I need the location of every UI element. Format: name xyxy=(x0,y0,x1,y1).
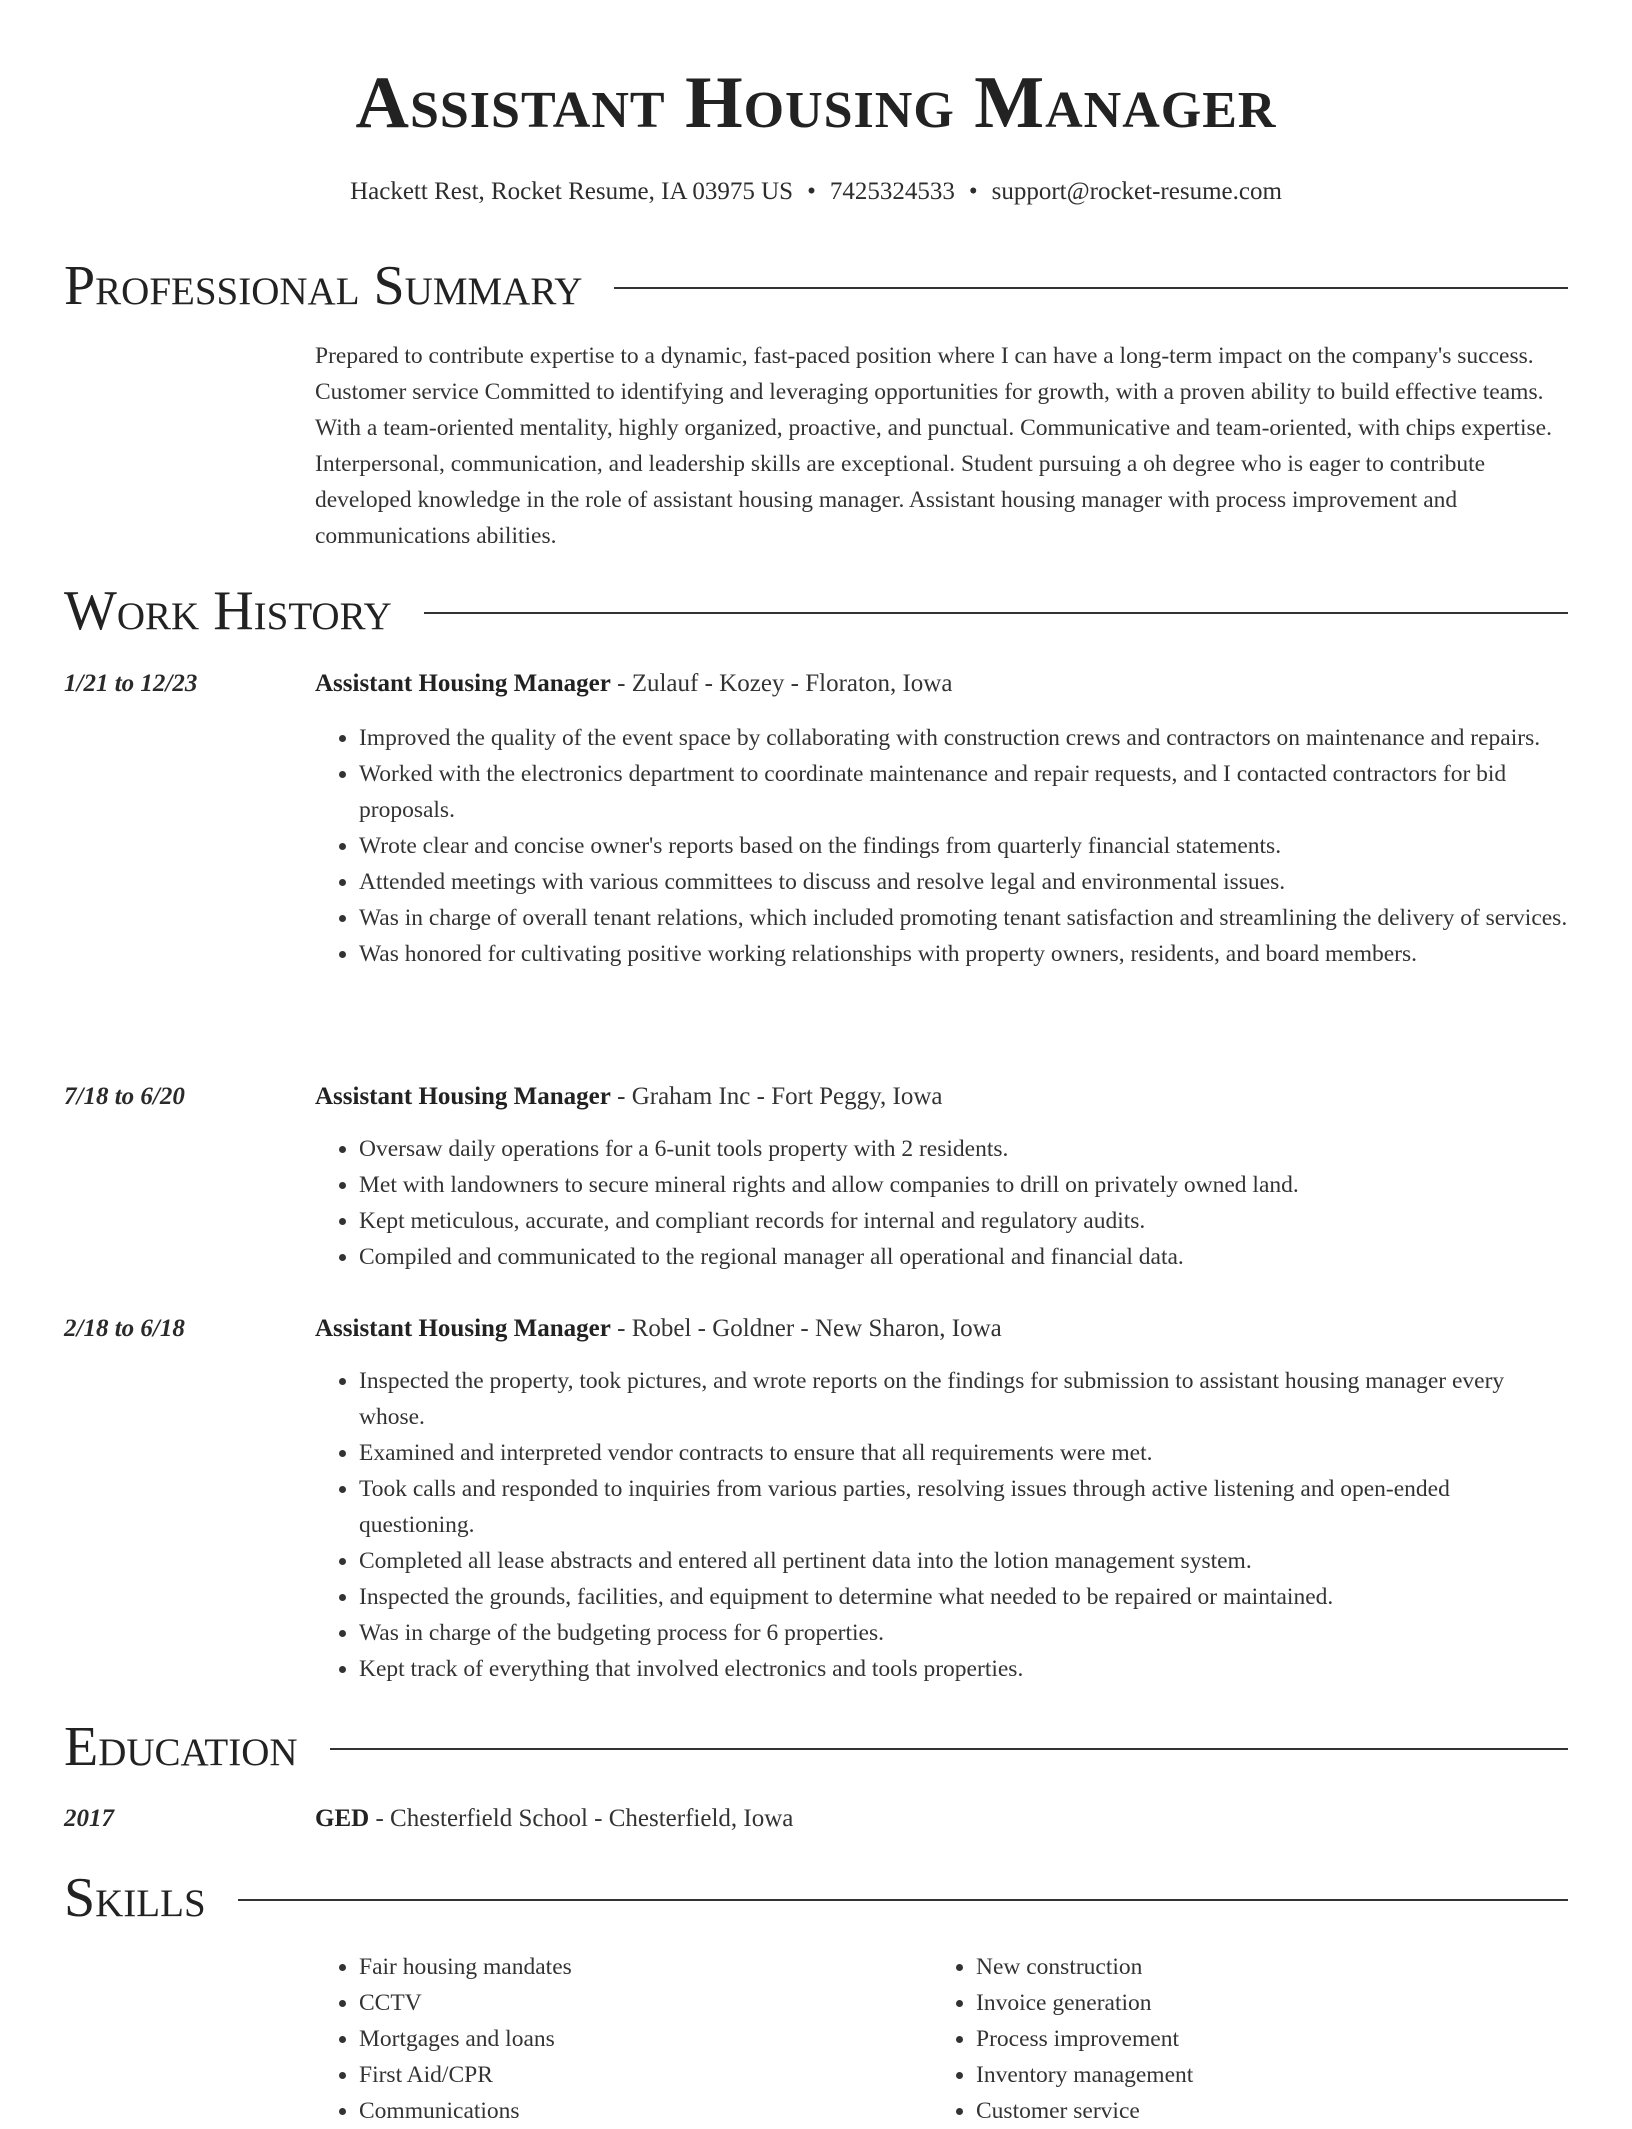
job-role: Assistant Housing Manager xyxy=(315,670,611,697)
job-dates: 2/18 to 6/18 xyxy=(64,1315,185,1342)
section-title-skills: Skills xyxy=(64,1867,206,1929)
job-entry xyxy=(315,1311,1568,1687)
job-role: Assistant Housing Manager xyxy=(315,1083,611,1110)
contact-email[interactable]: support@rocket-resume.com xyxy=(991,178,1282,205)
contact-address: Hackett Rest, Rocket Resume, IA 03975 US xyxy=(350,178,794,205)
contact-phone[interactable]: 7425324533 xyxy=(829,178,955,205)
skill-item: • CCTV xyxy=(359,1985,932,2021)
job-dates: 1/21 to 12/23 xyxy=(64,670,198,697)
contact-separator: • xyxy=(807,178,816,205)
job-bullet: • Inspected the grounds, facilities, and equipment to determine what needed to be repaired or maintained. xyxy=(359,1579,1568,1615)
contact-line xyxy=(64,176,1568,208)
job-bullet: • Took calls and responded to inquiries from various parties, resolving issues through active listening and open-ended questioning. xyxy=(359,1471,1568,1543)
job-bullet: • Wrote clear and concise owner's reports based on the findings from quarterly financial statements. xyxy=(359,828,1568,864)
job-bullet: • Attended meetings with various committees to discuss and resolve legal and environmental issues. xyxy=(359,864,1568,900)
skills-section-header xyxy=(64,1868,1568,1928)
summary-text: Prepared to contribute expertise to a dynamic, fast-paced position where I can have a long-term impact on the company's success. Customer service Committed to identifying and leveraging opportunities for growth, with a proven ability to build effective teams. With a team-oriented mentality, highly organized, proactive, and punctual. Communicative and team-oriented, with chips expertise. Interpersonal, communication, and leadership skills are exceptional. Student pursuing a oh degree who is eager to contribute developed knowledge in the role of assistant housing manager. Assistant housing manager with process improvement and communications abilities. xyxy=(315,343,1552,549)
skills-list-right xyxy=(932,1949,1549,2129)
education-entry xyxy=(315,1801,1568,1837)
job-bullet: • Was in charge of overall tenant relations, which included promoting tenant satisfaction and streamlining the delivery of services. xyxy=(359,900,1568,936)
skill-item: • First Aid/CPR xyxy=(359,2057,932,2093)
job-bullet: • Kept track of everything that involved electronics and tools properties. xyxy=(359,1651,1568,1687)
skill-item: • Mortgages and loans xyxy=(359,2021,932,2057)
skill-item: • Customer service xyxy=(976,2093,1549,2129)
job-details: - Zulauf - Kozey - Floraton, Iowa xyxy=(610,670,953,697)
contact-separator: • xyxy=(968,178,978,205)
job-bullet: • Was in charge of the budgeting process for 6 properties. xyxy=(359,1615,1568,1651)
job-bullet: • Improved the quality of the event space by collaborating with construction crews and contractors on maintenance and repairs. xyxy=(359,720,1568,756)
skill-item: • Communications xyxy=(359,2093,932,2129)
section-divider xyxy=(614,287,1568,289)
job-entry xyxy=(315,666,1568,972)
skill-item: • Invoice generation xyxy=(976,1985,1549,2021)
summary-section-header xyxy=(64,256,1568,316)
education-section-header xyxy=(64,1717,1568,1777)
job-heading xyxy=(315,1079,1568,1115)
job-bullet: • Inspected the property, took pictures, and wrote reports on the findings for submission to assistant housing manager every whose. xyxy=(359,1363,1568,1435)
section-title-education: Education xyxy=(64,1716,298,1778)
job-heading xyxy=(315,666,1568,702)
job-role: Assistant Housing Manager xyxy=(315,1315,611,1342)
section-divider xyxy=(330,1748,1568,1750)
job-bullet: • Compiled and communicated to the regional manager all operational and financial data. xyxy=(359,1239,1568,1275)
job-bullet: • Completed all lease abstracts and entered all pertinent data into the lotion management system. xyxy=(359,1543,1568,1579)
section-divider xyxy=(238,1899,1568,1901)
job-bullet: • Oversaw daily operations for a 6-unit tools property with 2 residents. xyxy=(359,1131,1568,1167)
job-bullet: • Kept meticulous, accurate, and compliant records for internal and regulatory audits. xyxy=(359,1203,1568,1239)
work-section-header xyxy=(64,581,1568,641)
section-title-work: Work History xyxy=(64,580,392,642)
job-dates: 7/18 to 6/20 xyxy=(64,1083,185,1110)
skills-list-left xyxy=(315,1949,932,2129)
job-bullets xyxy=(315,1363,1568,1687)
skill-item: • New construction xyxy=(976,1949,1549,1985)
job-details: - Robel - Goldner - New Sharon, Iowa xyxy=(610,1315,1002,1342)
job-bullet: • Was honored for cultivating positive working relationships with property owners, residents, and board members. xyxy=(359,936,1568,972)
skill-item: • Fair housing mandates xyxy=(359,1949,932,1985)
section-title-summary: Professional Summary xyxy=(64,255,583,317)
job-bullets xyxy=(315,1131,1568,1275)
skill-item: • Process improvement xyxy=(976,2021,1549,2057)
job-details: - Graham Inc - Fort Peggy, Iowa xyxy=(610,1083,943,1110)
education-year: 2017 xyxy=(64,1805,114,1832)
job-bullets xyxy=(315,720,1568,972)
candidate-name: Assistant Housing Manager xyxy=(355,62,1277,144)
education-heading xyxy=(315,1801,1568,1837)
education-degree: GED xyxy=(315,1805,370,1832)
job-entry xyxy=(315,1079,1568,1275)
skills-grid xyxy=(315,1949,1568,2129)
job-heading xyxy=(315,1311,1568,1347)
job-bullet: • Met with landowners to secure mineral rights and allow companies to drill on privately owned land. xyxy=(359,1167,1568,1203)
education-details: - Chesterfield School - Chesterfield, Iowa xyxy=(369,1805,794,1832)
job-bullet: • Worked with the electronics department to coordinate maintenance and repair requests, and I contacted contractors for bid proposals. xyxy=(359,756,1568,828)
section-divider xyxy=(424,612,1568,614)
skill-item: • Inventory management xyxy=(976,2057,1549,2093)
job-bullet: • Examined and interpreted vendor contracts to ensure that all requirements were met. xyxy=(359,1435,1568,1471)
